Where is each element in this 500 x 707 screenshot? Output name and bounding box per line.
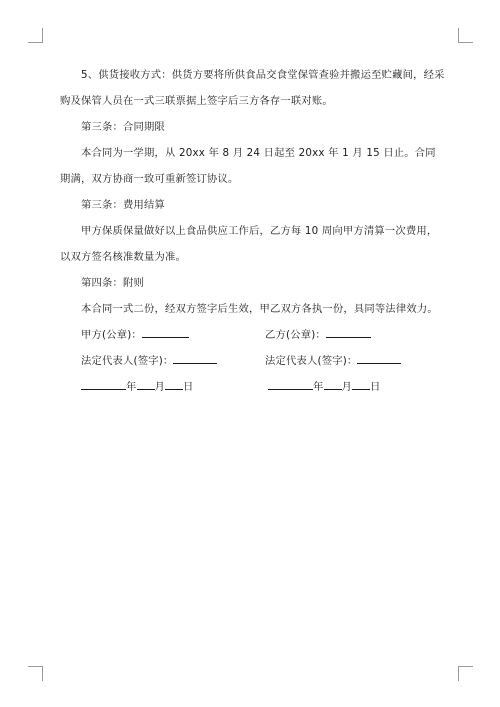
party-b-year-blank <box>268 376 313 390</box>
heading-fee-settlement: 第三条：费用结算 <box>81 199 165 211</box>
clause-supplementary: 本合同一式二份，经双方签字后生效，甲乙双方各执一份，具同等法律效力。 <box>81 303 438 315</box>
party-b-year-label: 年 <box>313 381 324 393</box>
party-a-rep-blank <box>173 350 217 364</box>
party-b-seal-blank <box>326 324 371 338</box>
party-b-month-blank <box>324 376 342 390</box>
party-b-day-label: 日 <box>370 381 381 393</box>
party-a-year-blank <box>81 376 126 390</box>
representative-row <box>60 348 445 374</box>
crop-mark-bottom-right <box>458 666 473 681</box>
party-b-day-blank <box>352 376 370 390</box>
party-a-year-label: 年 <box>126 381 137 393</box>
party-a-month-blank <box>137 376 155 390</box>
party-a-day-label: 日 <box>183 381 194 393</box>
party-b-representative <box>265 348 401 374</box>
party-b-date <box>268 374 381 400</box>
clause-supply-receipt: 5、供货接收方式：供货方要将所供食品交食堂保管查验并搬运至贮藏间，经采购及保管人员在一式三联票据上签字后三方各存一联对账。 <box>60 69 445 107</box>
party-a-rep-label: 法定代表人(签字)： <box>81 355 174 367</box>
party-a-month-label: 月 <box>154 381 165 393</box>
party-a-day-blank <box>165 376 183 390</box>
heading-contract-term: 第三条：合同期限 <box>81 121 165 133</box>
crop-mark-bottom-left <box>28 666 43 681</box>
crop-mark-top-right <box>458 28 473 43</box>
party-b-rep-blank <box>357 350 401 364</box>
party-a-seal-blank <box>142 324 189 338</box>
party-b-seal <box>265 322 371 348</box>
heading-supplementary: 第四条：附则 <box>81 277 144 289</box>
party-a-seal-label: 甲方(公章)： <box>81 329 142 341</box>
party-b-rep-label: 法定代表人(签字)： <box>265 355 358 367</box>
clause-fee-settlement: 甲方保质保量做好以上食品供应工作后，乙方每 10 周向甲方清算一次费用，以双方签名核准数量为准。 <box>60 225 438 263</box>
document-body <box>60 62 445 400</box>
date-row <box>60 374 445 400</box>
party-b-month-label: 月 <box>341 381 352 393</box>
clause-contract-term: 本合同为一学期，从 20xx 年 8 月 24 日起至 20xx 年 1 月 15 日止。合同期满，双方协商一致可重新签订协议。 <box>60 147 436 185</box>
party-a-representative <box>81 348 217 374</box>
party-b-seal-label: 乙方(公章)： <box>265 329 326 341</box>
party-a-date <box>81 374 194 400</box>
party-a-seal <box>81 322 189 348</box>
seal-row <box>60 322 445 348</box>
crop-mark-top-left <box>28 28 43 43</box>
